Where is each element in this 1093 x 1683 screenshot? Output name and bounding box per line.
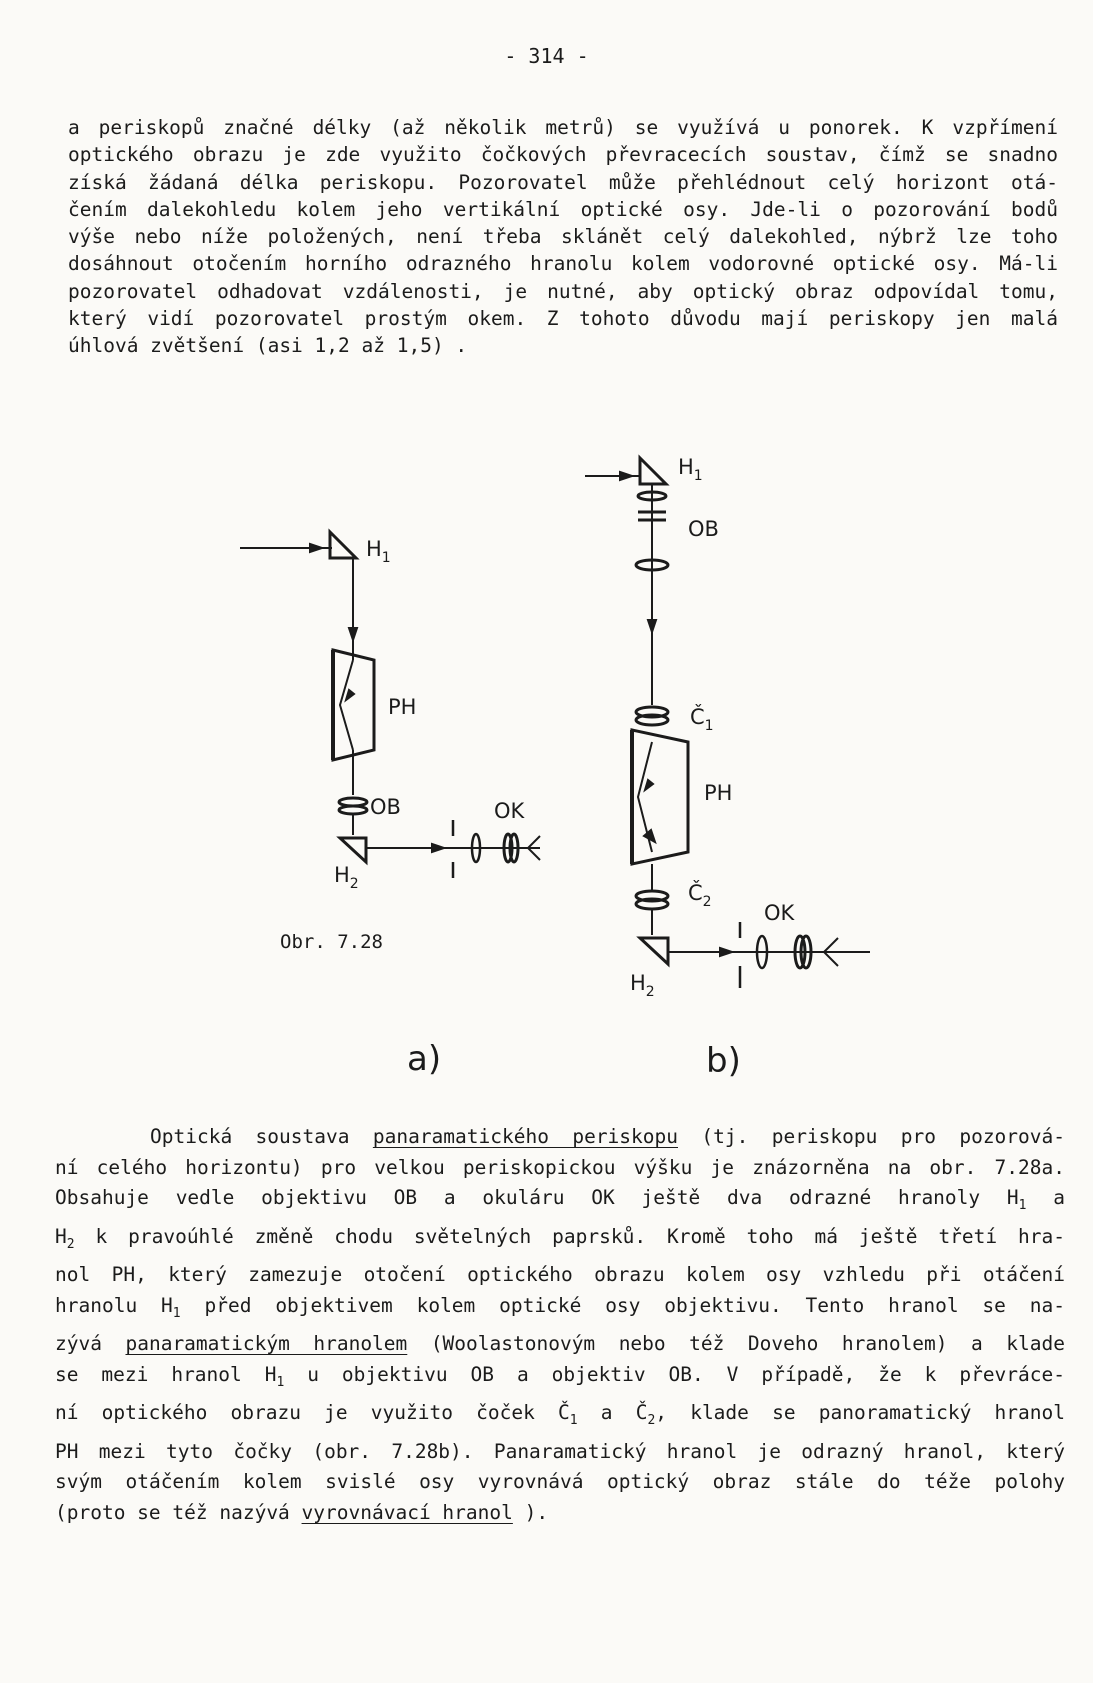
prism-h1-a: [330, 532, 356, 558]
label-ph-b: PH: [704, 781, 733, 805]
label-a: a): [407, 1039, 442, 1079]
objective-lens-a: [339, 798, 367, 814]
text-line: hranolu $H_1$ před objektivem kolem optické osy objektivu. Tento hranol se na-: [55, 1293, 1065, 1321]
prism-h2-a: [340, 838, 366, 862]
term-underlined: panaramatického periskopu: [372, 1125, 678, 1148]
text-line: $H_2$ k pravoúhlé změně chodu světelných paprsků. Kromě toho má ještě třetí hra-: [55, 1224, 1065, 1252]
lens-c2: [636, 891, 668, 909]
label-h1-a: $H_1$: [366, 537, 391, 566]
label-c2: $Č_2$: [688, 881, 712, 910]
label-b: b): [706, 1041, 741, 1081]
label-h2-b: $H_2$: [630, 971, 655, 1000]
text-line: pozorovatel odhadovat vzdálenosti, je nutné, aby optický obraz odpovídal tomu,: [68, 279, 1058, 303]
text-line: svým otáčením kolem svislé osy vyrovnává optický obraz stále do téže polohy: [55, 1470, 1065, 1494]
paragraph-periscopes: [68, 114, 1058, 360]
label-ob-a: OB: [370, 795, 401, 819]
text-line: optického obrazu je zde využito čočkových převracecích soustav, čímž se snadno: [68, 143, 1058, 167]
text-line: zývá panaramatickým hranolem (Woolastonovým nebo též Doveho hranolem) a klade: [55, 1332, 1066, 1356]
text-line: Obsahuje vedle objektivu OB a okuláru OK ještě dva odrazné hranoly $H_1$ a: [55, 1186, 1065, 1214]
text-line: čením dalekohledu kolem jeho vertikální optické osy. Jde-li o pozorování bodů: [68, 197, 1058, 221]
text-line: ní optického obrazu je využito čoček $Č_1$ a $Č_2$, klade se panoramatický hranol: [55, 1401, 1065, 1429]
prism-h1-b: [640, 458, 666, 484]
figure-caption: Obr. 7.28: [280, 931, 383, 953]
label-h1-b: $H_1$: [678, 455, 703, 484]
page-number: - 314 -: [504, 44, 589, 68]
text-line: (proto se též nazývá vyrovnávací hranol ).: [55, 1500, 549, 1524]
term-underlined: panaramatickým hranolem: [125, 1332, 408, 1356]
text-line: úhlová zvětšení (asi 1,2 až 1,5) .: [68, 334, 468, 358]
lens-c1: [636, 707, 668, 725]
text-line: a periskopů značné délky (až několik metrů) se využívá u ponorek. K vzpřímení: [68, 116, 1058, 139]
term-underlined: vyrovnávací hranol: [301, 1500, 513, 1524]
paragraph-panoramatic-periscope: [55, 1122, 1065, 1529]
label-h2-a: $H_2$: [334, 863, 359, 892]
text-line: nol PH, který zamezuje otočení optického obrazu kolem osy vzhledu při otáčení: [55, 1263, 1065, 1287]
label-c1: $Č_1$: [690, 705, 714, 734]
text-line: ní celého horizontu) pro velkou periskopickou výšku je znázorněna na obr. 7.28a.: [55, 1155, 1065, 1179]
text-line: získá žádaná délka periskopu. Pozorovatel může přehlédnout celý horizont otá-: [68, 170, 1058, 194]
text-line: který vidí pozorovatel prostým okem. Z tohoto důvodu mají periskopy jen malá: [68, 307, 1058, 331]
label-ok-a: OK: [494, 799, 525, 823]
text-line: výše nebo níže položených, není třeba sklánět celý dalekohled, nýbrž lze toho: [68, 225, 1058, 249]
dove-prism-b: [632, 730, 688, 864]
text-line: PH mezi tyto čočky (obr. 7.28b). Panaramatický hranol je odrazný hranol, který: [55, 1439, 1065, 1463]
label-ob-b: OB: [688, 517, 719, 541]
text-line: Optická soustava panaramatického periskopu (tj. periskopu pro pozorová-: [150, 1125, 1065, 1148]
label-ok-b: OK: [764, 901, 795, 925]
label-ph-a: PH: [388, 695, 417, 719]
text-line: se mezi hranol $H_1$ u objektivu OB a objektiv OB. V případě, že k převráce-: [55, 1362, 1065, 1390]
text-line: dosáhnout otočením horního odrazného hranolu kolem vodorovné optické osy. Má-li: [68, 252, 1058, 276]
figure-7-28: [0, 440, 1093, 1081]
prism-h2-b: [640, 938, 668, 964]
diagram-b: [585, 458, 870, 988]
